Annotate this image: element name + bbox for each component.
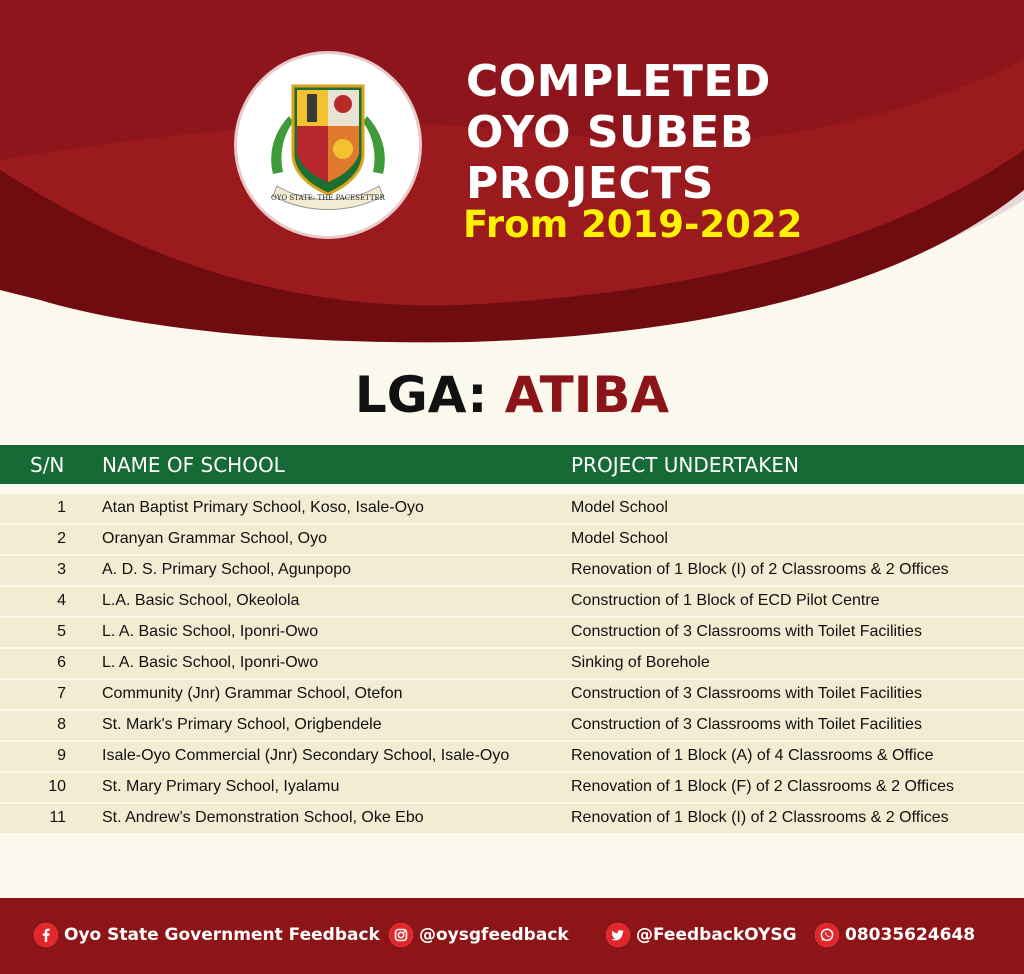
footer-contact-bar: [0, 898, 1024, 974]
whatsapp-link[interactable]: [815, 923, 975, 947]
table-row: [0, 587, 1024, 616]
row-project: Renovation of 1 Block (I) of 2 Classrooms & 2 Offices: [571, 561, 949, 578]
instagram-icon: [389, 923, 413, 947]
row-sn: 5: [57, 623, 66, 640]
row-project: Model School: [571, 499, 668, 516]
row-school: L.A. Basic School, Okeolola: [102, 592, 300, 609]
instagram-link[interactable]: [389, 923, 569, 947]
twitter-handle: @FeedbackOYSG: [636, 925, 797, 945]
twitter-icon: [606, 923, 630, 947]
title-line-2: OYO SUBEB: [466, 107, 754, 158]
lga-heading: [0, 366, 1024, 424]
row-school: L. A. Basic School, Iponri-Owo: [102, 654, 319, 671]
twitter-link[interactable]: [606, 923, 797, 947]
row-sn: 3: [57, 561, 66, 578]
logo-motto: OYO STATE: THE PACESETTER: [271, 194, 385, 202]
row-school: Atan Baptist Primary School, Koso, Isale-Oyo: [102, 499, 424, 516]
row-school: Oranyan Grammar School, Oyo: [102, 530, 327, 547]
table-row: [0, 618, 1024, 647]
facebook-handle: Oyo State Government Feedback: [64, 925, 380, 945]
row-school: St. Mark's Primary School, Origbendele: [102, 716, 382, 733]
table-row: [0, 804, 1024, 833]
row-school: L. A. Basic School, Iponri-Owo: [102, 623, 319, 640]
table-row: [0, 773, 1024, 802]
row-school: A. D. S. Primary School, Agunpopo: [102, 561, 352, 578]
table-row: [0, 742, 1024, 771]
row-sn: 4: [57, 592, 66, 609]
row-project: Construction of 3 Classrooms with Toilet Facilities: [571, 716, 922, 733]
row-project: Renovation of 1 Block (I) of 2 Classrooms & 2 Offices: [571, 809, 949, 826]
row-project: Renovation of 1 Block (A) of 4 Classrooms & Office: [571, 747, 934, 764]
coat-of-arms-icon: [237, 54, 419, 236]
row-school: Isale-Oyo Commercial (Jnr) Secondary School, Isale-Oyo: [102, 747, 510, 764]
whatsapp-icon: [815, 923, 839, 947]
row-school: Community (Jnr) Grammar School, Otefon: [102, 685, 403, 702]
whatsapp-number: 08035624648: [845, 925, 976, 945]
table-row: [0, 649, 1024, 678]
table-body: [0, 494, 1024, 835]
row-sn: 11: [49, 809, 66, 826]
row-sn: 7: [57, 685, 66, 702]
table-row: [0, 711, 1024, 740]
column-header-sn: S/N: [30, 453, 65, 477]
row-project: Construction of 1 Block of ECD Pilot Centre: [571, 592, 880, 609]
row-project: Renovation of 1 Block (F) of 2 Classrooms & 2 Offices: [571, 778, 954, 795]
row-sn: 10: [48, 778, 66, 795]
oyo-state-logo: [234, 51, 422, 239]
row-school: St. Andrew’s Demonstration School, Oke Ebo: [102, 809, 424, 826]
title-line-1: COMPLETED: [466, 56, 771, 107]
page-title: [466, 56, 771, 209]
instagram-handle: @oysgfeedback: [419, 925, 569, 945]
row-school: St. Mary Primary School, Iyalamu: [102, 778, 340, 795]
subtitle-years: From 2019-2022: [463, 203, 803, 246]
row-project: Construction of 3 Classrooms with Toilet Facilities: [571, 685, 922, 702]
table-row: [0, 556, 1024, 585]
table-row: [0, 680, 1024, 709]
row-project: Sinking of Borehole: [571, 654, 710, 671]
row-sn: 6: [57, 654, 66, 671]
facebook-link[interactable]: [34, 923, 380, 947]
row-sn: 2: [57, 530, 66, 547]
facebook-icon: [34, 923, 58, 947]
table-row: [0, 525, 1024, 554]
lga-label: LGA:: [354, 366, 488, 424]
table-row: [0, 494, 1024, 523]
row-project: Construction of 3 Classrooms with Toilet Facilities: [571, 623, 922, 640]
title-line-3: PROJECTS: [466, 158, 714, 209]
lga-value: ATIBA: [504, 366, 670, 424]
row-sn: 9: [57, 747, 66, 764]
row-project: Model School: [571, 530, 668, 547]
column-header-school: NAME OF SCHOOL: [102, 453, 285, 477]
table-header: [0, 445, 1024, 484]
row-sn: 8: [57, 716, 66, 733]
row-sn: 1: [57, 499, 66, 516]
column-header-project: PROJECT UNDERTAKEN: [571, 453, 799, 477]
